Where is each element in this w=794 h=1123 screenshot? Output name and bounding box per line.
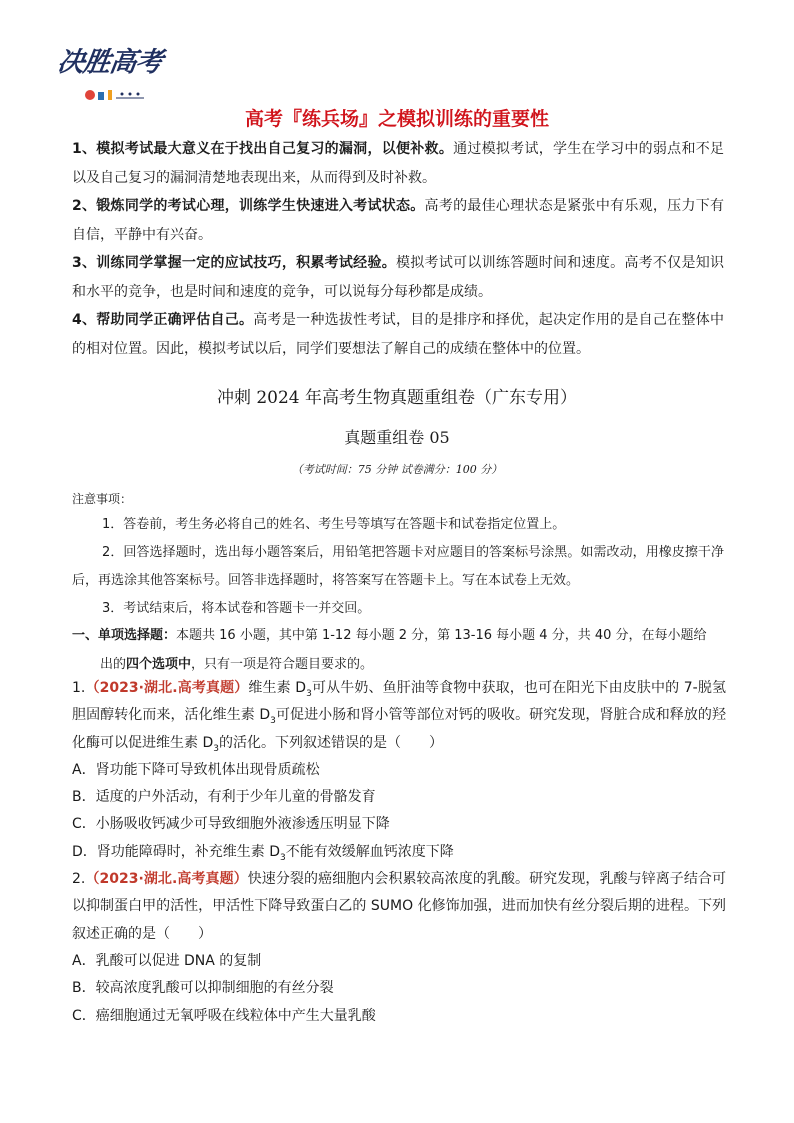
question-option: A．肾功能下降可导致机体出现骨质疏松 (72, 761, 320, 778)
question-option: C．小肠吸收钙减少可导致细胞外液渗透压明显下降 (72, 816, 390, 833)
question-source: （2023·湖北.高考真题） (85, 680, 249, 696)
banner-title: 高考『练兵场』之模拟训练的重要性 (244, 108, 549, 130)
question-option: B．适度的户外活动，有利于少年儿童的骨骼发育 (72, 789, 376, 806)
intro-item: 4、帮助同学正确评估自己。高考是一种选拔性考试，目的是排序和择优，起决定作用的是自己在整体中的相对位置。因此，模拟考试以后，同学们要想法了解自己的成绩在整体中的位置。 (72, 312, 724, 357)
intro-item: 2、锻炼同学的考试心理，训练学生快速进入考试状态。高考的最佳心理状态是紧张中有乐观，压力下有自信，平静中有兴奋。 (72, 198, 724, 243)
question-option: B．较高浓度乳酸可以抑制细胞的有丝分裂 (72, 980, 334, 997)
exam-subtitle: 真题重组卷 05 (344, 428, 450, 447)
intro-item: 1、模拟考试最大意义在于找出自己复习的漏洞，以便补救。通过模拟考试，学生在学习中的弱点和不足以及自己复习的漏洞清楚地表现出来，从而得到及时补救。 (72, 141, 724, 186)
notice-item: 3．考试结束后，将本试卷和答题卡一并交回。 (102, 601, 371, 616)
exam-title: 冲刺 2024 年高考生物真题重组卷（广东专用） (216, 388, 578, 408)
question-option: D．肾功能障碍时，补充维生素 $D_3$不能有效缓解血钙浓度下降 (72, 843, 454, 863)
notice-label: 注意事项： (72, 492, 133, 506)
question-option: A．乳酸可以促进 DNA 的复制 (72, 952, 262, 969)
question-option: C．癌细胞通过无氧呼吸在线粒体中产生大量乳酸 (72, 1007, 376, 1024)
notice-block (72, 487, 724, 623)
section-heading: 一、单项选择题：本题共 16 小题，其中第 1-12 每小题 2 分，第 13-16 每小题 4 分，共 40 分，在每小题给 出的四个选项中，只有一项是符合题目要求的。 (72, 628, 707, 672)
logo-wordmark: 决胜高考 (55, 47, 164, 78)
notice-item: 1．答卷前，考生务必将自己的姓名、考生号等填写在答题卡和试卷指定位置上。 (102, 517, 566, 532)
question-stem: 2.（2023·湖北.高考真题）快速分裂的癌细胞内会积累较高浓度的乳酸。研究发现，乳酸与锌离子结合可以抑制蛋白甲的活性，甲活性下降导致蛋白乙的 SUMO 化修饰加强，进而加快有丝分裂后期的进程。下列叙述正确的是（ ） (72, 871, 726, 942)
question-source: （2023·湖北.高考真题） (85, 871, 248, 888)
logo-emblem-icon (78, 86, 148, 104)
brand-logo (55, 40, 170, 112)
question-stem: 1.（2023·湖北.高考真题）维生素 $D_3$可从牛奶、鱼肝油等食物中获取，也可在阳光下由皮肤中的 7-脱氢胆固醇转化而来，活化维生素 $D_3$可促进小肠和肾小管等部位对钙的吸收。研究发现，肾脏合成和释放的羟化酶可以促进维生素 $D_3$的活化。下列叙述错误的是（ ） (72, 680, 726, 754)
notice-item: 2．回答选择题时，选出每小题答案后，用铅笔把答题卡对应题目的答案标号涂黑。如需改动，用橡皮擦干净后，再选涂其他答案标号。回答非选择题时，将答案写在答题卡上。写在本试卷上无效。 (72, 545, 724, 588)
intro-list (72, 135, 724, 363)
exam-meta: （考试时间：75 分钟 试卷满分：100 分） (291, 463, 503, 476)
question-list (72, 675, 726, 1030)
intro-item: 3、训练同学掌握一定的应试技巧，积累考试经验。模拟考试可以训练答题时间和速度。高考不仅是知识和水平的竞争，也是时间和速度的竞争，可以说每分每秒都是成绩。 (72, 255, 725, 300)
